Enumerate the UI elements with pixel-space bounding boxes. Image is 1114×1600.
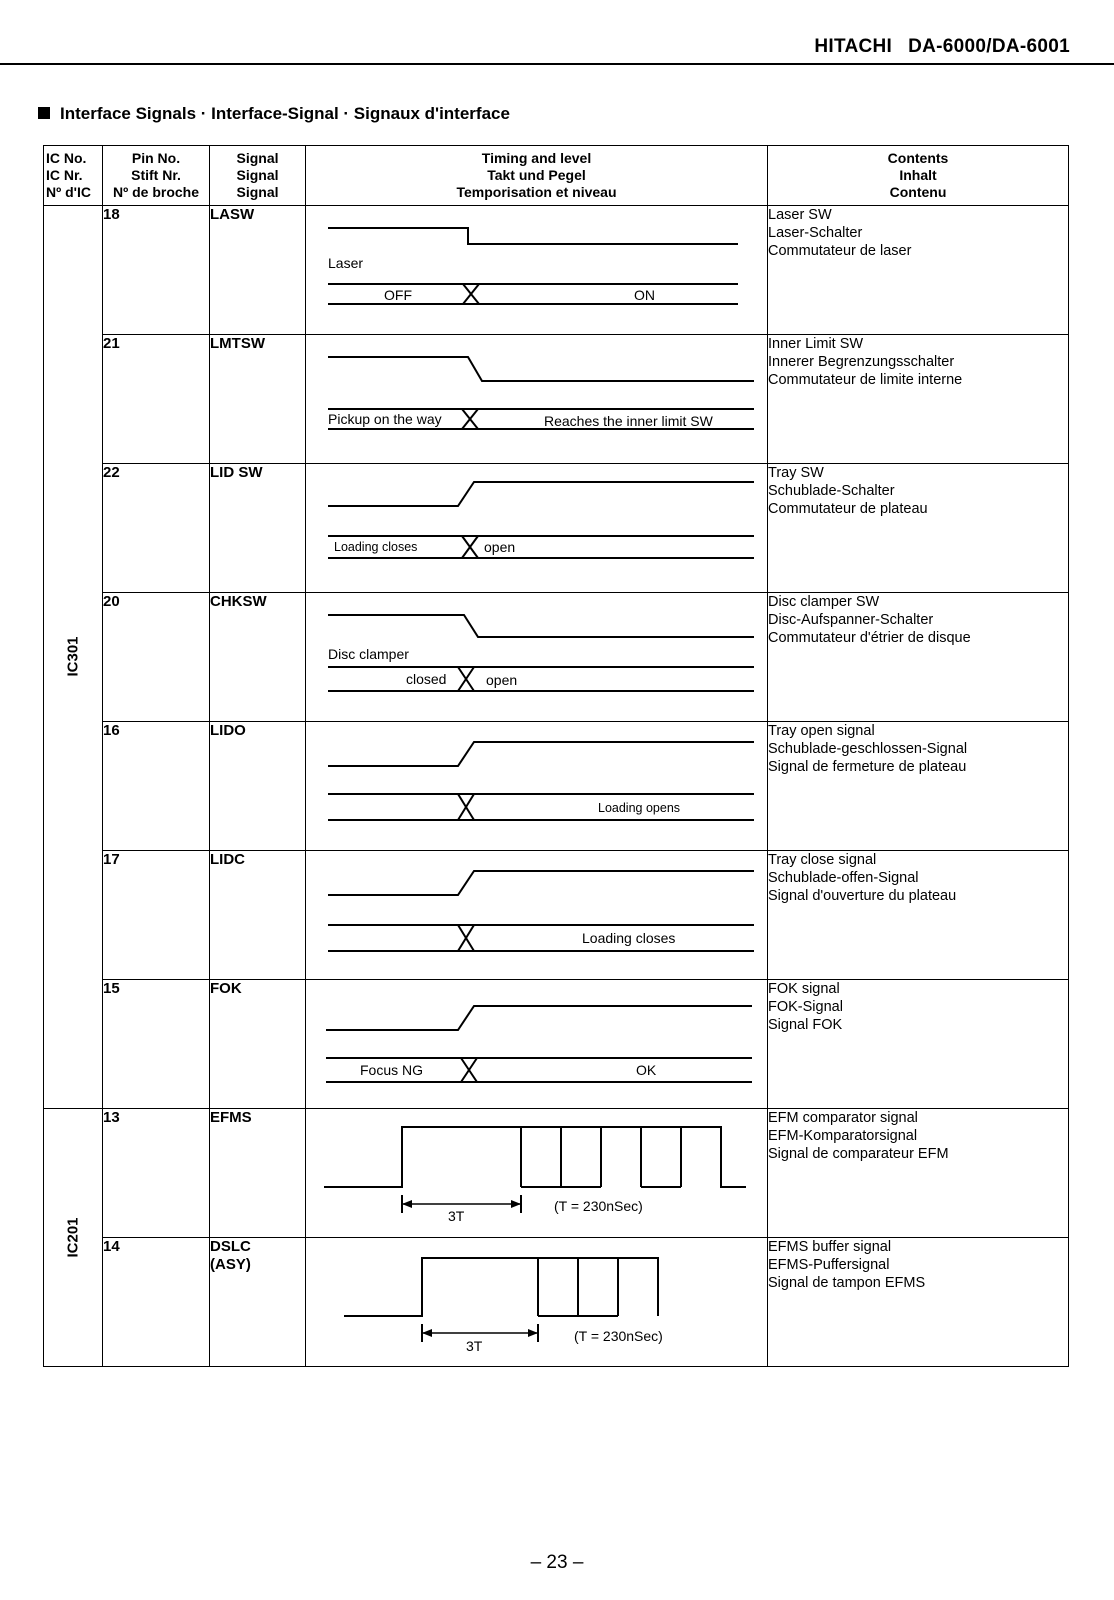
- period-label: 3T: [448, 1208, 465, 1224]
- signal-name: EFMS: [210, 1109, 306, 1238]
- period-note: (T = 230nSec): [554, 1198, 643, 1214]
- model-number: DA-6000/DA-6001: [908, 36, 1070, 57]
- waveform: [306, 335, 761, 463]
- table-row: [44, 206, 1069, 335]
- state-right-label: open: [486, 672, 518, 688]
- state-left-label: Loading closes: [334, 540, 418, 554]
- state-right-label: Loading opens: [598, 801, 681, 815]
- waveform-caption: Laser: [328, 255, 364, 271]
- signal-name: LMTSW: [210, 335, 306, 464]
- pin-number: 18: [103, 206, 210, 335]
- contents-cell: EFM comparator signal EFM-Komparatorsignal Signal de comparateur EFM: [768, 1109, 1069, 1238]
- contents-cell: Tray open signal Schublade-geschlossen-Signal Signal de fermeture de plateau: [768, 722, 1069, 851]
- header-timing: Timing and level Takt und Pegel Temporisation et niveau: [306, 146, 768, 206]
- timing-diagram: [306, 851, 768, 980]
- brand-name: HITACHI: [814, 36, 893, 57]
- waveform: [306, 593, 761, 721]
- table-row: [44, 593, 1069, 722]
- contents-cell: EFMS buffer signal EFMS-Puffersignal Signal de tampon EFMS: [768, 1238, 1069, 1367]
- timing-diagram: [306, 335, 768, 464]
- contents-cell: FOK signal FOK-Signal Signal FOK: [768, 980, 1069, 1109]
- signal-name: LID SW: [210, 464, 306, 593]
- state-left-label: Focus NG: [360, 1062, 424, 1078]
- period-note: (T = 230nSec): [574, 1328, 663, 1344]
- signal-name: CHKSW: [210, 593, 306, 722]
- waveform: [306, 206, 761, 334]
- header-ic-no: IC No. IC Nr. Nº d'IC: [44, 146, 103, 206]
- table-row: [44, 1238, 1069, 1367]
- header-signal: Signal Signal Signal: [210, 146, 306, 206]
- contents-cell: Tray SW Schublade-Schalter Commutateur de plateau: [768, 464, 1069, 593]
- state-right-label: Reaches the inner limit SW: [544, 413, 713, 429]
- state-right-label: open: [484, 539, 516, 555]
- timing-diagram: [306, 980, 768, 1109]
- section-title: [38, 104, 510, 124]
- pin-number: 17: [103, 851, 210, 980]
- state-right-label: Loading closes: [582, 930, 676, 946]
- period-label: 3T: [466, 1338, 483, 1354]
- contents-cell: Tray close signal Schublade-offen-Signal Signal d'ouverture du plateau: [768, 851, 1069, 980]
- waveform-caption: Disc clamper: [328, 646, 409, 662]
- ic-group-ic201: IC201: [44, 1109, 103, 1367]
- interface-signals-table: [43, 145, 1069, 1367]
- contents-cell: Inner Limit SW Innerer Begrenzungsschalter Commutateur de limite interne: [768, 335, 1069, 464]
- waveform: [306, 1238, 761, 1366]
- signal-name: LIDO: [210, 722, 306, 851]
- contents-cell: Disc clamper SW Disc-Aufspanner-Schalter Commutateur d'étrier de disque: [768, 593, 1069, 722]
- pin-number: 22: [103, 464, 210, 593]
- waveform: [306, 722, 761, 850]
- pin-number: 13: [103, 1109, 210, 1238]
- state-right-label: OK: [636, 1062, 657, 1078]
- table-row: [44, 722, 1069, 851]
- table-row: [44, 464, 1069, 593]
- pin-number: 21: [103, 335, 210, 464]
- waveform: [306, 851, 761, 979]
- table-row: [44, 851, 1069, 980]
- header-rule: [0, 63, 1114, 65]
- pin-number: 16: [103, 722, 210, 851]
- timing-diagram: [306, 464, 768, 593]
- table-row: [44, 1109, 1069, 1238]
- timing-diagram: [306, 1238, 768, 1367]
- state-left-label: closed: [406, 671, 447, 687]
- document-header: [814, 36, 1070, 58]
- timing-diagram: [306, 593, 768, 722]
- signal-name: LIDC: [210, 851, 306, 980]
- waveform: [306, 464, 761, 592]
- pin-number: 14: [103, 1238, 210, 1367]
- timing-diagram: [306, 206, 768, 335]
- table-row: [44, 335, 1069, 464]
- table-row: [44, 980, 1069, 1109]
- ic-group-ic301: IC301: [44, 206, 103, 1109]
- page-number: – 23 –: [530, 1552, 584, 1573]
- state-left-label: OFF: [384, 287, 412, 303]
- table-header-row: [44, 146, 1069, 206]
- state-right-label: ON: [634, 287, 655, 303]
- waveform: [306, 1109, 761, 1237]
- section-title-text: Interface Signals · Interface-Signal · Signaux d'interface: [60, 104, 510, 123]
- timing-diagram: [306, 1109, 768, 1238]
- waveform: [306, 980, 761, 1108]
- contents-cell: Laser SW Laser-Schalter Commutateur de laser: [768, 206, 1069, 335]
- signal-name: DSLC (ASY): [210, 1238, 306, 1367]
- signal-name: FOK: [210, 980, 306, 1109]
- state-left-label: Pickup on the way: [328, 411, 442, 427]
- timing-diagram: [306, 722, 768, 851]
- pin-number: 15: [103, 980, 210, 1109]
- pin-number: 20: [103, 593, 210, 722]
- header-contents: Contents Inhalt Contenu: [768, 146, 1069, 206]
- signal-name: LASW: [210, 206, 306, 335]
- header-pin-no: Pin No. Stift Nr. Nº de broche: [103, 146, 210, 206]
- square-bullet-icon: [38, 107, 50, 119]
